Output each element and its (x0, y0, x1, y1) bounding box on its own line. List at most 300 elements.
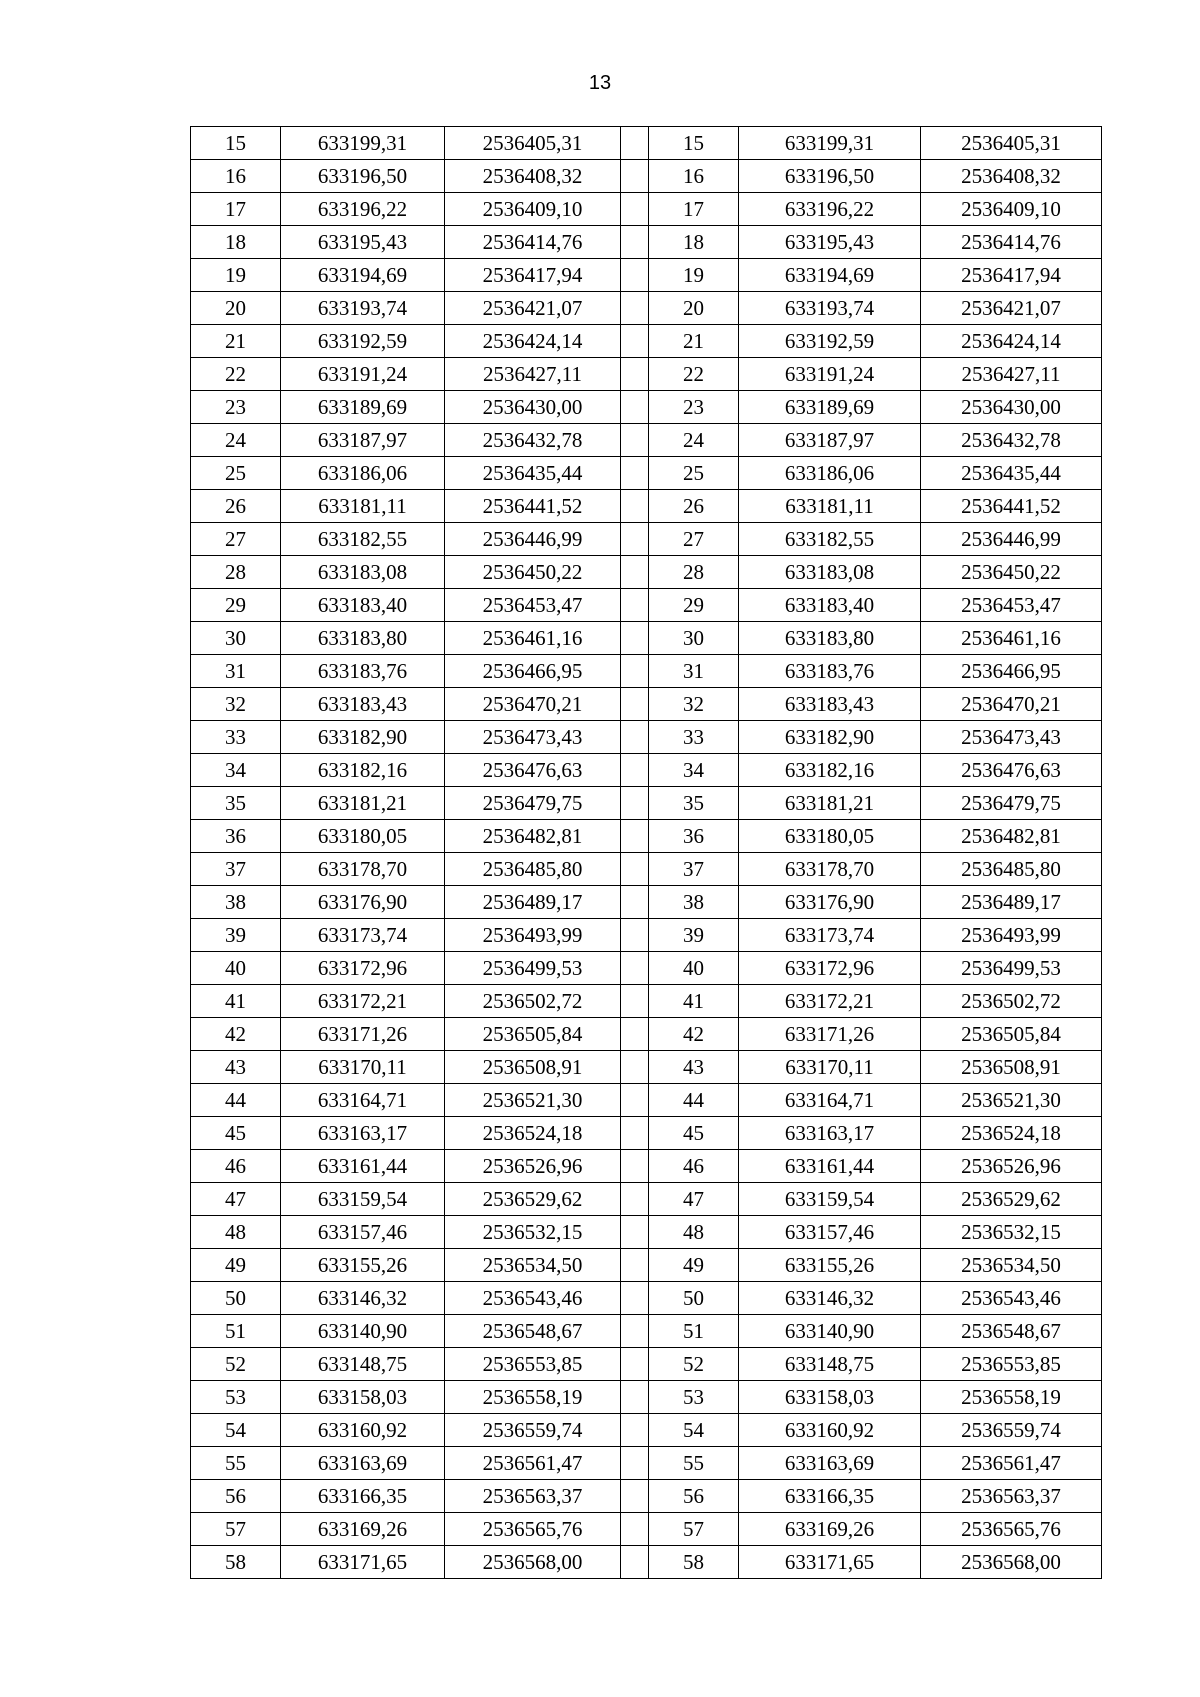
separator-cell (621, 886, 649, 919)
right-y-coordinate-cell: 2536450,22 (921, 556, 1102, 589)
right-y-coordinate-cell: 2536526,96 (921, 1150, 1102, 1183)
left-y-coordinate-cell: 2536479,75 (445, 787, 621, 820)
right-x-coordinate-cell: 633183,80 (739, 622, 921, 655)
right-y-coordinate-cell: 2536466,95 (921, 655, 1102, 688)
left-point-number-cell: 58 (191, 1546, 281, 1579)
left-y-coordinate-cell: 2536446,99 (445, 523, 621, 556)
right-point-number-cell: 36 (649, 820, 739, 853)
left-y-coordinate-cell: 2536548,67 (445, 1315, 621, 1348)
table-row (191, 688, 1102, 721)
table-row (191, 160, 1102, 193)
right-point-number-cell: 49 (649, 1249, 739, 1282)
separator-cell (621, 160, 649, 193)
left-y-coordinate-cell: 2536558,19 (445, 1381, 621, 1414)
separator-cell (621, 1414, 649, 1447)
right-y-coordinate-cell: 2536430,00 (921, 391, 1102, 424)
separator-cell (621, 523, 649, 556)
right-point-number-cell: 37 (649, 853, 739, 886)
right-y-coordinate-cell: 2536493,99 (921, 919, 1102, 952)
right-y-coordinate-cell: 2536563,37 (921, 1480, 1102, 1513)
left-point-number-cell: 48 (191, 1216, 281, 1249)
right-x-coordinate-cell: 633169,26 (739, 1513, 921, 1546)
separator-cell (621, 556, 649, 589)
right-y-coordinate-cell: 2536432,78 (921, 424, 1102, 457)
right-point-number-cell: 34 (649, 754, 739, 787)
left-y-coordinate-cell: 2536466,95 (445, 655, 621, 688)
left-point-number-cell: 39 (191, 919, 281, 952)
separator-cell (621, 1315, 649, 1348)
left-point-number-cell: 24 (191, 424, 281, 457)
left-x-coordinate-cell: 633183,80 (281, 622, 445, 655)
right-point-number-cell: 23 (649, 391, 739, 424)
right-y-coordinate-cell: 2536559,74 (921, 1414, 1102, 1447)
separator-cell (621, 655, 649, 688)
right-x-coordinate-cell: 633183,08 (739, 556, 921, 589)
separator-cell (621, 391, 649, 424)
right-point-number-cell: 58 (649, 1546, 739, 1579)
left-point-number-cell: 55 (191, 1447, 281, 1480)
left-y-coordinate-cell: 2536405,31 (445, 127, 621, 160)
left-point-number-cell: 20 (191, 292, 281, 325)
right-point-number-cell: 40 (649, 952, 739, 985)
table-row (191, 1414, 1102, 1447)
left-x-coordinate-cell: 633193,74 (281, 292, 445, 325)
right-y-coordinate-cell: 2536534,50 (921, 1249, 1102, 1282)
right-x-coordinate-cell: 633140,90 (739, 1315, 921, 1348)
left-y-coordinate-cell: 2536430,00 (445, 391, 621, 424)
table-row (191, 1315, 1102, 1348)
right-y-coordinate-cell: 2536568,00 (921, 1546, 1102, 1579)
table-row (191, 1183, 1102, 1216)
separator-cell (621, 688, 649, 721)
left-point-number-cell: 22 (191, 358, 281, 391)
right-x-coordinate-cell: 633189,69 (739, 391, 921, 424)
left-x-coordinate-cell: 633182,90 (281, 721, 445, 754)
right-y-coordinate-cell: 2536427,11 (921, 358, 1102, 391)
left-point-number-cell: 28 (191, 556, 281, 589)
left-x-coordinate-cell: 633163,69 (281, 1447, 445, 1480)
right-y-coordinate-cell: 2536461,16 (921, 622, 1102, 655)
right-point-number-cell: 32 (649, 688, 739, 721)
left-y-coordinate-cell: 2536563,37 (445, 1480, 621, 1513)
right-y-coordinate-cell: 2536441,52 (921, 490, 1102, 523)
separator-cell (621, 292, 649, 325)
right-point-number-cell: 18 (649, 226, 739, 259)
left-x-coordinate-cell: 633159,54 (281, 1183, 445, 1216)
left-x-coordinate-cell: 633164,71 (281, 1084, 445, 1117)
separator-cell (621, 259, 649, 292)
left-x-coordinate-cell: 633160,92 (281, 1414, 445, 1447)
right-y-coordinate-cell: 2536548,67 (921, 1315, 1102, 1348)
left-point-number-cell: 45 (191, 1117, 281, 1150)
table-row (191, 820, 1102, 853)
left-x-coordinate-cell: 633180,05 (281, 820, 445, 853)
right-y-coordinate-cell: 2536409,10 (921, 193, 1102, 226)
right-point-number-cell: 42 (649, 1018, 739, 1051)
left-x-coordinate-cell: 633163,17 (281, 1117, 445, 1150)
left-point-number-cell: 16 (191, 160, 281, 193)
separator-cell (621, 721, 649, 754)
separator-cell (621, 226, 649, 259)
right-point-number-cell: 57 (649, 1513, 739, 1546)
right-x-coordinate-cell: 633183,76 (739, 655, 921, 688)
right-y-coordinate-cell: 2536508,91 (921, 1051, 1102, 1084)
right-point-number-cell: 33 (649, 721, 739, 754)
left-x-coordinate-cell: 633171,26 (281, 1018, 445, 1051)
left-point-number-cell: 36 (191, 820, 281, 853)
separator-cell (621, 457, 649, 490)
separator-cell (621, 754, 649, 787)
right-point-number-cell: 55 (649, 1447, 739, 1480)
right-x-coordinate-cell: 633183,40 (739, 589, 921, 622)
left-point-number-cell: 43 (191, 1051, 281, 1084)
right-y-coordinate-cell: 2536414,76 (921, 226, 1102, 259)
left-y-coordinate-cell: 2536529,62 (445, 1183, 621, 1216)
left-y-coordinate-cell: 2536450,22 (445, 556, 621, 589)
separator-cell (621, 853, 649, 886)
right-y-coordinate-cell: 2536502,72 (921, 985, 1102, 1018)
left-y-coordinate-cell: 2536493,99 (445, 919, 621, 952)
left-x-coordinate-cell: 633196,22 (281, 193, 445, 226)
left-x-coordinate-cell: 633187,97 (281, 424, 445, 457)
right-y-coordinate-cell: 2536453,47 (921, 589, 1102, 622)
separator-cell (621, 787, 649, 820)
left-y-coordinate-cell: 2536424,14 (445, 325, 621, 358)
left-y-coordinate-cell: 2536432,78 (445, 424, 621, 457)
separator-cell (621, 1051, 649, 1084)
left-x-coordinate-cell: 633189,69 (281, 391, 445, 424)
left-point-number-cell: 44 (191, 1084, 281, 1117)
right-x-coordinate-cell: 633181,21 (739, 787, 921, 820)
table-row (191, 853, 1102, 886)
left-point-number-cell: 50 (191, 1282, 281, 1315)
left-point-number-cell: 40 (191, 952, 281, 985)
left-y-coordinate-cell: 2536502,72 (445, 985, 621, 1018)
right-x-coordinate-cell: 633163,17 (739, 1117, 921, 1150)
table-row (191, 1282, 1102, 1315)
table-row (191, 424, 1102, 457)
table-row (191, 457, 1102, 490)
right-point-number-cell: 19 (649, 259, 739, 292)
left-x-coordinate-cell: 633199,31 (281, 127, 445, 160)
table-row (191, 127, 1102, 160)
left-point-number-cell: 31 (191, 655, 281, 688)
right-point-number-cell: 51 (649, 1315, 739, 1348)
left-y-coordinate-cell: 2536409,10 (445, 193, 621, 226)
right-point-number-cell: 54 (649, 1414, 739, 1447)
right-point-number-cell: 22 (649, 358, 739, 391)
right-point-number-cell: 56 (649, 1480, 739, 1513)
right-x-coordinate-cell: 633192,59 (739, 325, 921, 358)
left-x-coordinate-cell: 633155,26 (281, 1249, 445, 1282)
left-point-number-cell: 35 (191, 787, 281, 820)
left-y-coordinate-cell: 2536417,94 (445, 259, 621, 292)
separator-cell (621, 589, 649, 622)
left-y-coordinate-cell: 2536485,80 (445, 853, 621, 886)
right-point-number-cell: 41 (649, 985, 739, 1018)
right-point-number-cell: 48 (649, 1216, 739, 1249)
left-point-number-cell: 47 (191, 1183, 281, 1216)
left-x-coordinate-cell: 633169,26 (281, 1513, 445, 1546)
right-x-coordinate-cell: 633173,74 (739, 919, 921, 952)
right-point-number-cell: 52 (649, 1348, 739, 1381)
right-point-number-cell: 28 (649, 556, 739, 589)
left-point-number-cell: 41 (191, 985, 281, 1018)
left-y-coordinate-cell: 2536568,00 (445, 1546, 621, 1579)
left-y-coordinate-cell: 2536482,81 (445, 820, 621, 853)
left-x-coordinate-cell: 633183,08 (281, 556, 445, 589)
right-y-coordinate-cell: 2536489,17 (921, 886, 1102, 919)
left-x-coordinate-cell: 633173,74 (281, 919, 445, 952)
separator-cell (621, 325, 649, 358)
right-x-coordinate-cell: 633166,35 (739, 1480, 921, 1513)
left-y-coordinate-cell: 2536505,84 (445, 1018, 621, 1051)
table-row (191, 259, 1102, 292)
left-x-coordinate-cell: 633181,21 (281, 787, 445, 820)
left-point-number-cell: 46 (191, 1150, 281, 1183)
right-x-coordinate-cell: 633182,16 (739, 754, 921, 787)
right-x-coordinate-cell: 633199,31 (739, 127, 921, 160)
left-point-number-cell: 34 (191, 754, 281, 787)
left-x-coordinate-cell: 633161,44 (281, 1150, 445, 1183)
coordinates-table-body (191, 127, 1102, 1579)
left-point-number-cell: 17 (191, 193, 281, 226)
table-row (191, 1117, 1102, 1150)
left-point-number-cell: 21 (191, 325, 281, 358)
right-y-coordinate-cell: 2536524,18 (921, 1117, 1102, 1150)
left-y-coordinate-cell: 2536499,53 (445, 952, 621, 985)
left-point-number-cell: 38 (191, 886, 281, 919)
right-x-coordinate-cell: 633163,69 (739, 1447, 921, 1480)
right-x-coordinate-cell: 633161,44 (739, 1150, 921, 1183)
separator-cell (621, 1282, 649, 1315)
table-row (191, 1018, 1102, 1051)
separator-cell (621, 952, 649, 985)
right-y-coordinate-cell: 2536479,75 (921, 787, 1102, 820)
left-point-number-cell: 51 (191, 1315, 281, 1348)
right-x-coordinate-cell: 633186,06 (739, 457, 921, 490)
left-point-number-cell: 32 (191, 688, 281, 721)
right-point-number-cell: 47 (649, 1183, 739, 1216)
right-x-coordinate-cell: 633193,74 (739, 292, 921, 325)
table-row (191, 721, 1102, 754)
separator-cell (621, 1546, 649, 1579)
left-point-number-cell: 18 (191, 226, 281, 259)
separator-cell (621, 985, 649, 1018)
left-y-coordinate-cell: 2536461,16 (445, 622, 621, 655)
left-x-coordinate-cell: 633182,55 (281, 523, 445, 556)
right-x-coordinate-cell: 633155,26 (739, 1249, 921, 1282)
left-x-coordinate-cell: 633192,59 (281, 325, 445, 358)
left-y-coordinate-cell: 2536427,11 (445, 358, 621, 391)
left-point-number-cell: 52 (191, 1348, 281, 1381)
right-point-number-cell: 50 (649, 1282, 739, 1315)
right-x-coordinate-cell: 633191,24 (739, 358, 921, 391)
left-y-coordinate-cell: 2536473,43 (445, 721, 621, 754)
separator-cell (621, 1183, 649, 1216)
table-row (191, 1084, 1102, 1117)
left-x-coordinate-cell: 633172,96 (281, 952, 445, 985)
left-point-number-cell: 25 (191, 457, 281, 490)
table-row (191, 1348, 1102, 1381)
left-y-coordinate-cell: 2536543,46 (445, 1282, 621, 1315)
left-x-coordinate-cell: 633170,11 (281, 1051, 445, 1084)
left-x-coordinate-cell: 633181,11 (281, 490, 445, 523)
right-y-coordinate-cell: 2536558,19 (921, 1381, 1102, 1414)
coordinates-table (190, 126, 1102, 1579)
table-row (191, 952, 1102, 985)
separator-cell (621, 424, 649, 457)
right-point-number-cell: 43 (649, 1051, 739, 1084)
table-row (191, 1447, 1102, 1480)
right-y-coordinate-cell: 2536470,21 (921, 688, 1102, 721)
right-point-number-cell: 53 (649, 1381, 739, 1414)
right-point-number-cell: 24 (649, 424, 739, 457)
separator-cell (621, 490, 649, 523)
right-y-coordinate-cell: 2536482,81 (921, 820, 1102, 853)
table-row (191, 490, 1102, 523)
table-row (191, 1480, 1102, 1513)
right-point-number-cell: 29 (649, 589, 739, 622)
left-x-coordinate-cell: 633178,70 (281, 853, 445, 886)
right-y-coordinate-cell: 2536446,99 (921, 523, 1102, 556)
table-row (191, 556, 1102, 589)
left-point-number-cell: 27 (191, 523, 281, 556)
left-point-number-cell: 30 (191, 622, 281, 655)
right-x-coordinate-cell: 633182,90 (739, 721, 921, 754)
right-y-coordinate-cell: 2536521,30 (921, 1084, 1102, 1117)
left-point-number-cell: 56 (191, 1480, 281, 1513)
right-point-number-cell: 46 (649, 1150, 739, 1183)
table-row (191, 1150, 1102, 1183)
table-row (191, 655, 1102, 688)
right-point-number-cell: 26 (649, 490, 739, 523)
table-row (191, 754, 1102, 787)
separator-cell (621, 358, 649, 391)
left-point-number-cell: 15 (191, 127, 281, 160)
left-x-coordinate-cell: 633194,69 (281, 259, 445, 292)
left-x-coordinate-cell: 633191,24 (281, 358, 445, 391)
separator-cell (621, 1216, 649, 1249)
left-y-coordinate-cell: 2536508,91 (445, 1051, 621, 1084)
left-x-coordinate-cell: 633182,16 (281, 754, 445, 787)
left-y-coordinate-cell: 2536435,44 (445, 457, 621, 490)
right-point-number-cell: 39 (649, 919, 739, 952)
left-x-coordinate-cell: 633172,21 (281, 985, 445, 1018)
right-x-coordinate-cell: 633183,43 (739, 688, 921, 721)
right-x-coordinate-cell: 633194,69 (739, 259, 921, 292)
left-y-coordinate-cell: 2536489,17 (445, 886, 621, 919)
left-point-number-cell: 53 (191, 1381, 281, 1414)
right-point-number-cell: 38 (649, 886, 739, 919)
right-x-coordinate-cell: 633170,11 (739, 1051, 921, 1084)
right-point-number-cell: 35 (649, 787, 739, 820)
left-y-coordinate-cell: 2536470,21 (445, 688, 621, 721)
separator-cell (621, 1084, 649, 1117)
left-point-number-cell: 26 (191, 490, 281, 523)
left-y-coordinate-cell: 2536453,47 (445, 589, 621, 622)
right-x-coordinate-cell: 633195,43 (739, 226, 921, 259)
right-x-coordinate-cell: 633196,22 (739, 193, 921, 226)
right-y-coordinate-cell: 2536543,46 (921, 1282, 1102, 1315)
left-y-coordinate-cell: 2536521,30 (445, 1084, 621, 1117)
table-row (191, 1381, 1102, 1414)
left-y-coordinate-cell: 2536526,96 (445, 1150, 621, 1183)
right-y-coordinate-cell: 2536408,32 (921, 160, 1102, 193)
separator-cell (621, 820, 649, 853)
table-row (191, 589, 1102, 622)
right-x-coordinate-cell: 633187,97 (739, 424, 921, 457)
table-row (191, 787, 1102, 820)
right-point-number-cell: 45 (649, 1117, 739, 1150)
right-x-coordinate-cell: 633180,05 (739, 820, 921, 853)
right-x-coordinate-cell: 633146,32 (739, 1282, 921, 1315)
left-x-coordinate-cell: 633171,65 (281, 1546, 445, 1579)
table-row (191, 193, 1102, 226)
right-y-coordinate-cell: 2536553,85 (921, 1348, 1102, 1381)
left-point-number-cell: 37 (191, 853, 281, 886)
right-y-coordinate-cell: 2536405,31 (921, 127, 1102, 160)
right-y-coordinate-cell: 2536561,47 (921, 1447, 1102, 1480)
separator-cell (621, 127, 649, 160)
right-x-coordinate-cell: 633158,03 (739, 1381, 921, 1414)
right-point-number-cell: 27 (649, 523, 739, 556)
right-point-number-cell: 15 (649, 127, 739, 160)
left-x-coordinate-cell: 633166,35 (281, 1480, 445, 1513)
left-y-coordinate-cell: 2536524,18 (445, 1117, 621, 1150)
left-y-coordinate-cell: 2536441,52 (445, 490, 621, 523)
right-y-coordinate-cell: 2536435,44 (921, 457, 1102, 490)
table-row (191, 226, 1102, 259)
right-point-number-cell: 20 (649, 292, 739, 325)
left-x-coordinate-cell: 633183,76 (281, 655, 445, 688)
separator-cell (621, 1348, 649, 1381)
right-point-number-cell: 21 (649, 325, 739, 358)
right-x-coordinate-cell: 633181,11 (739, 490, 921, 523)
left-point-number-cell: 19 (191, 259, 281, 292)
left-x-coordinate-cell: 633157,46 (281, 1216, 445, 1249)
right-point-number-cell: 17 (649, 193, 739, 226)
left-x-coordinate-cell: 633186,06 (281, 457, 445, 490)
left-x-coordinate-cell: 633176,90 (281, 886, 445, 919)
right-x-coordinate-cell: 633171,26 (739, 1018, 921, 1051)
right-y-coordinate-cell: 2536529,62 (921, 1183, 1102, 1216)
left-point-number-cell: 33 (191, 721, 281, 754)
left-point-number-cell: 49 (191, 1249, 281, 1282)
right-point-number-cell: 16 (649, 160, 739, 193)
right-x-coordinate-cell: 633182,55 (739, 523, 921, 556)
left-x-coordinate-cell: 633140,90 (281, 1315, 445, 1348)
right-x-coordinate-cell: 633164,71 (739, 1084, 921, 1117)
left-point-number-cell: 23 (191, 391, 281, 424)
left-y-coordinate-cell: 2536421,07 (445, 292, 621, 325)
left-point-number-cell: 54 (191, 1414, 281, 1447)
right-x-coordinate-cell: 633196,50 (739, 160, 921, 193)
table-row (191, 1513, 1102, 1546)
table-row (191, 1249, 1102, 1282)
table-row (191, 1216, 1102, 1249)
right-point-number-cell: 31 (649, 655, 739, 688)
left-y-coordinate-cell: 2536532,15 (445, 1216, 621, 1249)
separator-cell (621, 1480, 649, 1513)
right-y-coordinate-cell: 2536505,84 (921, 1018, 1102, 1051)
left-x-coordinate-cell: 633146,32 (281, 1282, 445, 1315)
left-y-coordinate-cell: 2536476,63 (445, 754, 621, 787)
left-point-number-cell: 42 (191, 1018, 281, 1051)
right-y-coordinate-cell: 2536532,15 (921, 1216, 1102, 1249)
page-number: 13 (588, 72, 612, 94)
separator-cell (621, 622, 649, 655)
